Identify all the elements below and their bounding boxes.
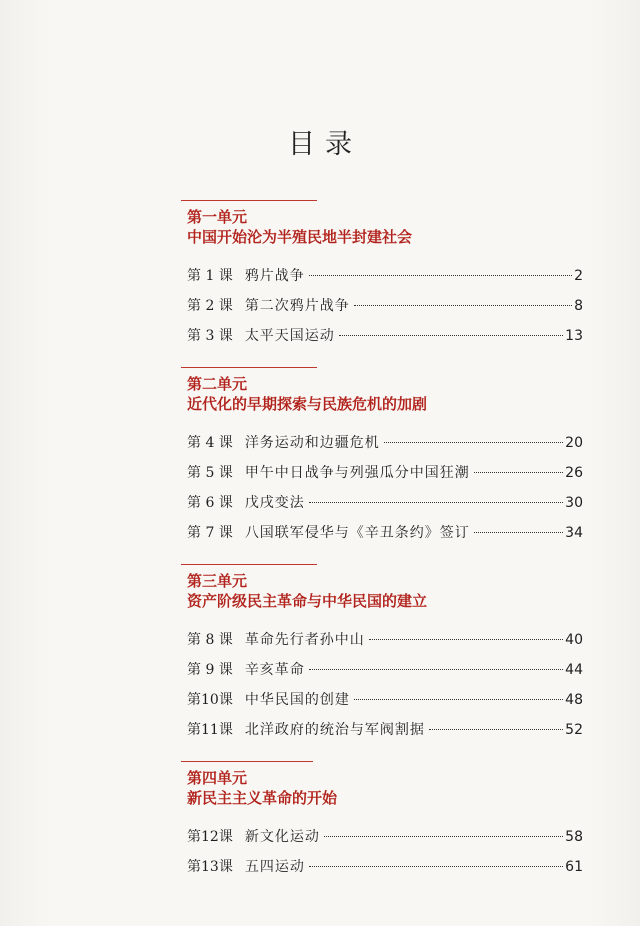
unit-divider [181, 564, 317, 565]
toc-entry[interactable] [187, 625, 583, 655]
unit-divider [181, 200, 317, 201]
unit-1 [187, 200, 583, 351]
unit-4 [187, 761, 583, 882]
page-number: 8 [574, 298, 583, 314]
lesson-number: 第 5 课 [187, 465, 233, 481]
lesson-title: 新文化运动 [244, 829, 320, 845]
lesson-title: 太平天国运动 [244, 328, 335, 344]
page-number: 61 [565, 859, 583, 875]
toc-entry[interactable] [187, 321, 583, 351]
dot-leader [309, 502, 563, 503]
lesson-number: 第 7 课 [187, 525, 233, 541]
lesson-number: 第 9 课 [187, 662, 233, 678]
page-number: 44 [565, 662, 583, 678]
unit-divider [181, 367, 317, 368]
page-number: 13 [565, 328, 583, 344]
unit-number: 第四单元 [187, 769, 248, 787]
page-number: 26 [565, 465, 583, 481]
page-number: 30 [565, 495, 583, 511]
dot-leader [309, 866, 563, 867]
lesson-title: 中华民国的创建 [244, 692, 350, 708]
lesson-number: 第12课 [187, 829, 233, 845]
toc-entry[interactable] [187, 852, 583, 882]
lesson-number: 第13课 [187, 859, 233, 875]
page-number: 34 [565, 525, 583, 541]
page-number: 20 [565, 435, 583, 451]
dot-leader [324, 836, 563, 837]
toc-entry[interactable] [187, 655, 583, 685]
unit-title: 新民主主义革命的开始 [187, 789, 338, 807]
toc-entry[interactable] [187, 291, 583, 321]
lesson-title: 戊戌变法 [244, 495, 305, 511]
lesson-number: 第 2 课 [187, 298, 233, 314]
dot-leader [474, 532, 563, 533]
dot-leader [474, 472, 563, 473]
toc-entry[interactable] [187, 715, 583, 745]
unit-2 [187, 367, 583, 548]
toc-entry[interactable] [187, 685, 583, 715]
lesson-title: 五四运动 [244, 859, 305, 875]
dot-leader [369, 639, 563, 640]
lesson-title: 革命先行者孙中山 [244, 632, 365, 648]
lesson-title: 鸦片战争 [244, 268, 305, 284]
lesson-number: 第11课 [187, 722, 233, 738]
lesson-number: 第 4 课 [187, 435, 233, 451]
unit-number: 第一单元 [187, 208, 248, 226]
page-number: 2 [574, 268, 583, 284]
toc-entry[interactable] [187, 458, 583, 488]
dot-leader [429, 729, 563, 730]
unit-title: 资产阶级民主革命与中华民国的建立 [187, 592, 428, 610]
page-number: 52 [565, 722, 583, 738]
lesson-number: 第 8 课 [187, 632, 233, 648]
lesson-number: 第 1 课 [187, 268, 233, 284]
toc-entry[interactable] [187, 261, 583, 291]
toc-entry[interactable] [187, 428, 583, 458]
dot-leader [384, 442, 563, 443]
unit-number: 第三单元 [187, 572, 248, 590]
unit-divider [181, 761, 313, 762]
dot-leader [339, 335, 563, 336]
lesson-title: 北洋政府的统治与军阀割据 [244, 722, 425, 738]
unit-3 [187, 564, 583, 745]
page-title: 目录 [288, 129, 362, 160]
unit-title: 中国开始沦为半殖民地半封建社会 [187, 228, 413, 246]
table-of-contents [187, 200, 583, 882]
dot-leader [354, 699, 563, 700]
page-number: 40 [565, 632, 583, 648]
toc-entry[interactable] [187, 822, 583, 852]
dot-leader [309, 275, 572, 276]
lesson-title: 洋务运动和边疆危机 [244, 435, 380, 451]
lesson-title: 八国联军侵华与《辛丑条约》签订 [244, 525, 470, 541]
page-number: 58 [565, 829, 583, 845]
lesson-title: 辛亥革命 [244, 662, 305, 678]
lesson-number: 第 6 课 [187, 495, 233, 511]
unit-number: 第二单元 [187, 375, 248, 393]
dot-leader [354, 305, 572, 306]
lesson-number: 第10课 [187, 692, 233, 708]
dot-leader [309, 669, 563, 670]
lesson-title: 第二次鸦片战争 [244, 298, 350, 314]
lesson-number: 第 3 课 [187, 328, 233, 344]
toc-entry[interactable] [187, 488, 583, 518]
page-number: 48 [565, 692, 583, 708]
unit-title: 近代化的早期探索与民族危机的加剧 [187, 395, 428, 413]
lesson-title: 甲午中日战争与列强瓜分中国狂潮 [244, 465, 470, 481]
toc-entry[interactable] [187, 518, 583, 548]
